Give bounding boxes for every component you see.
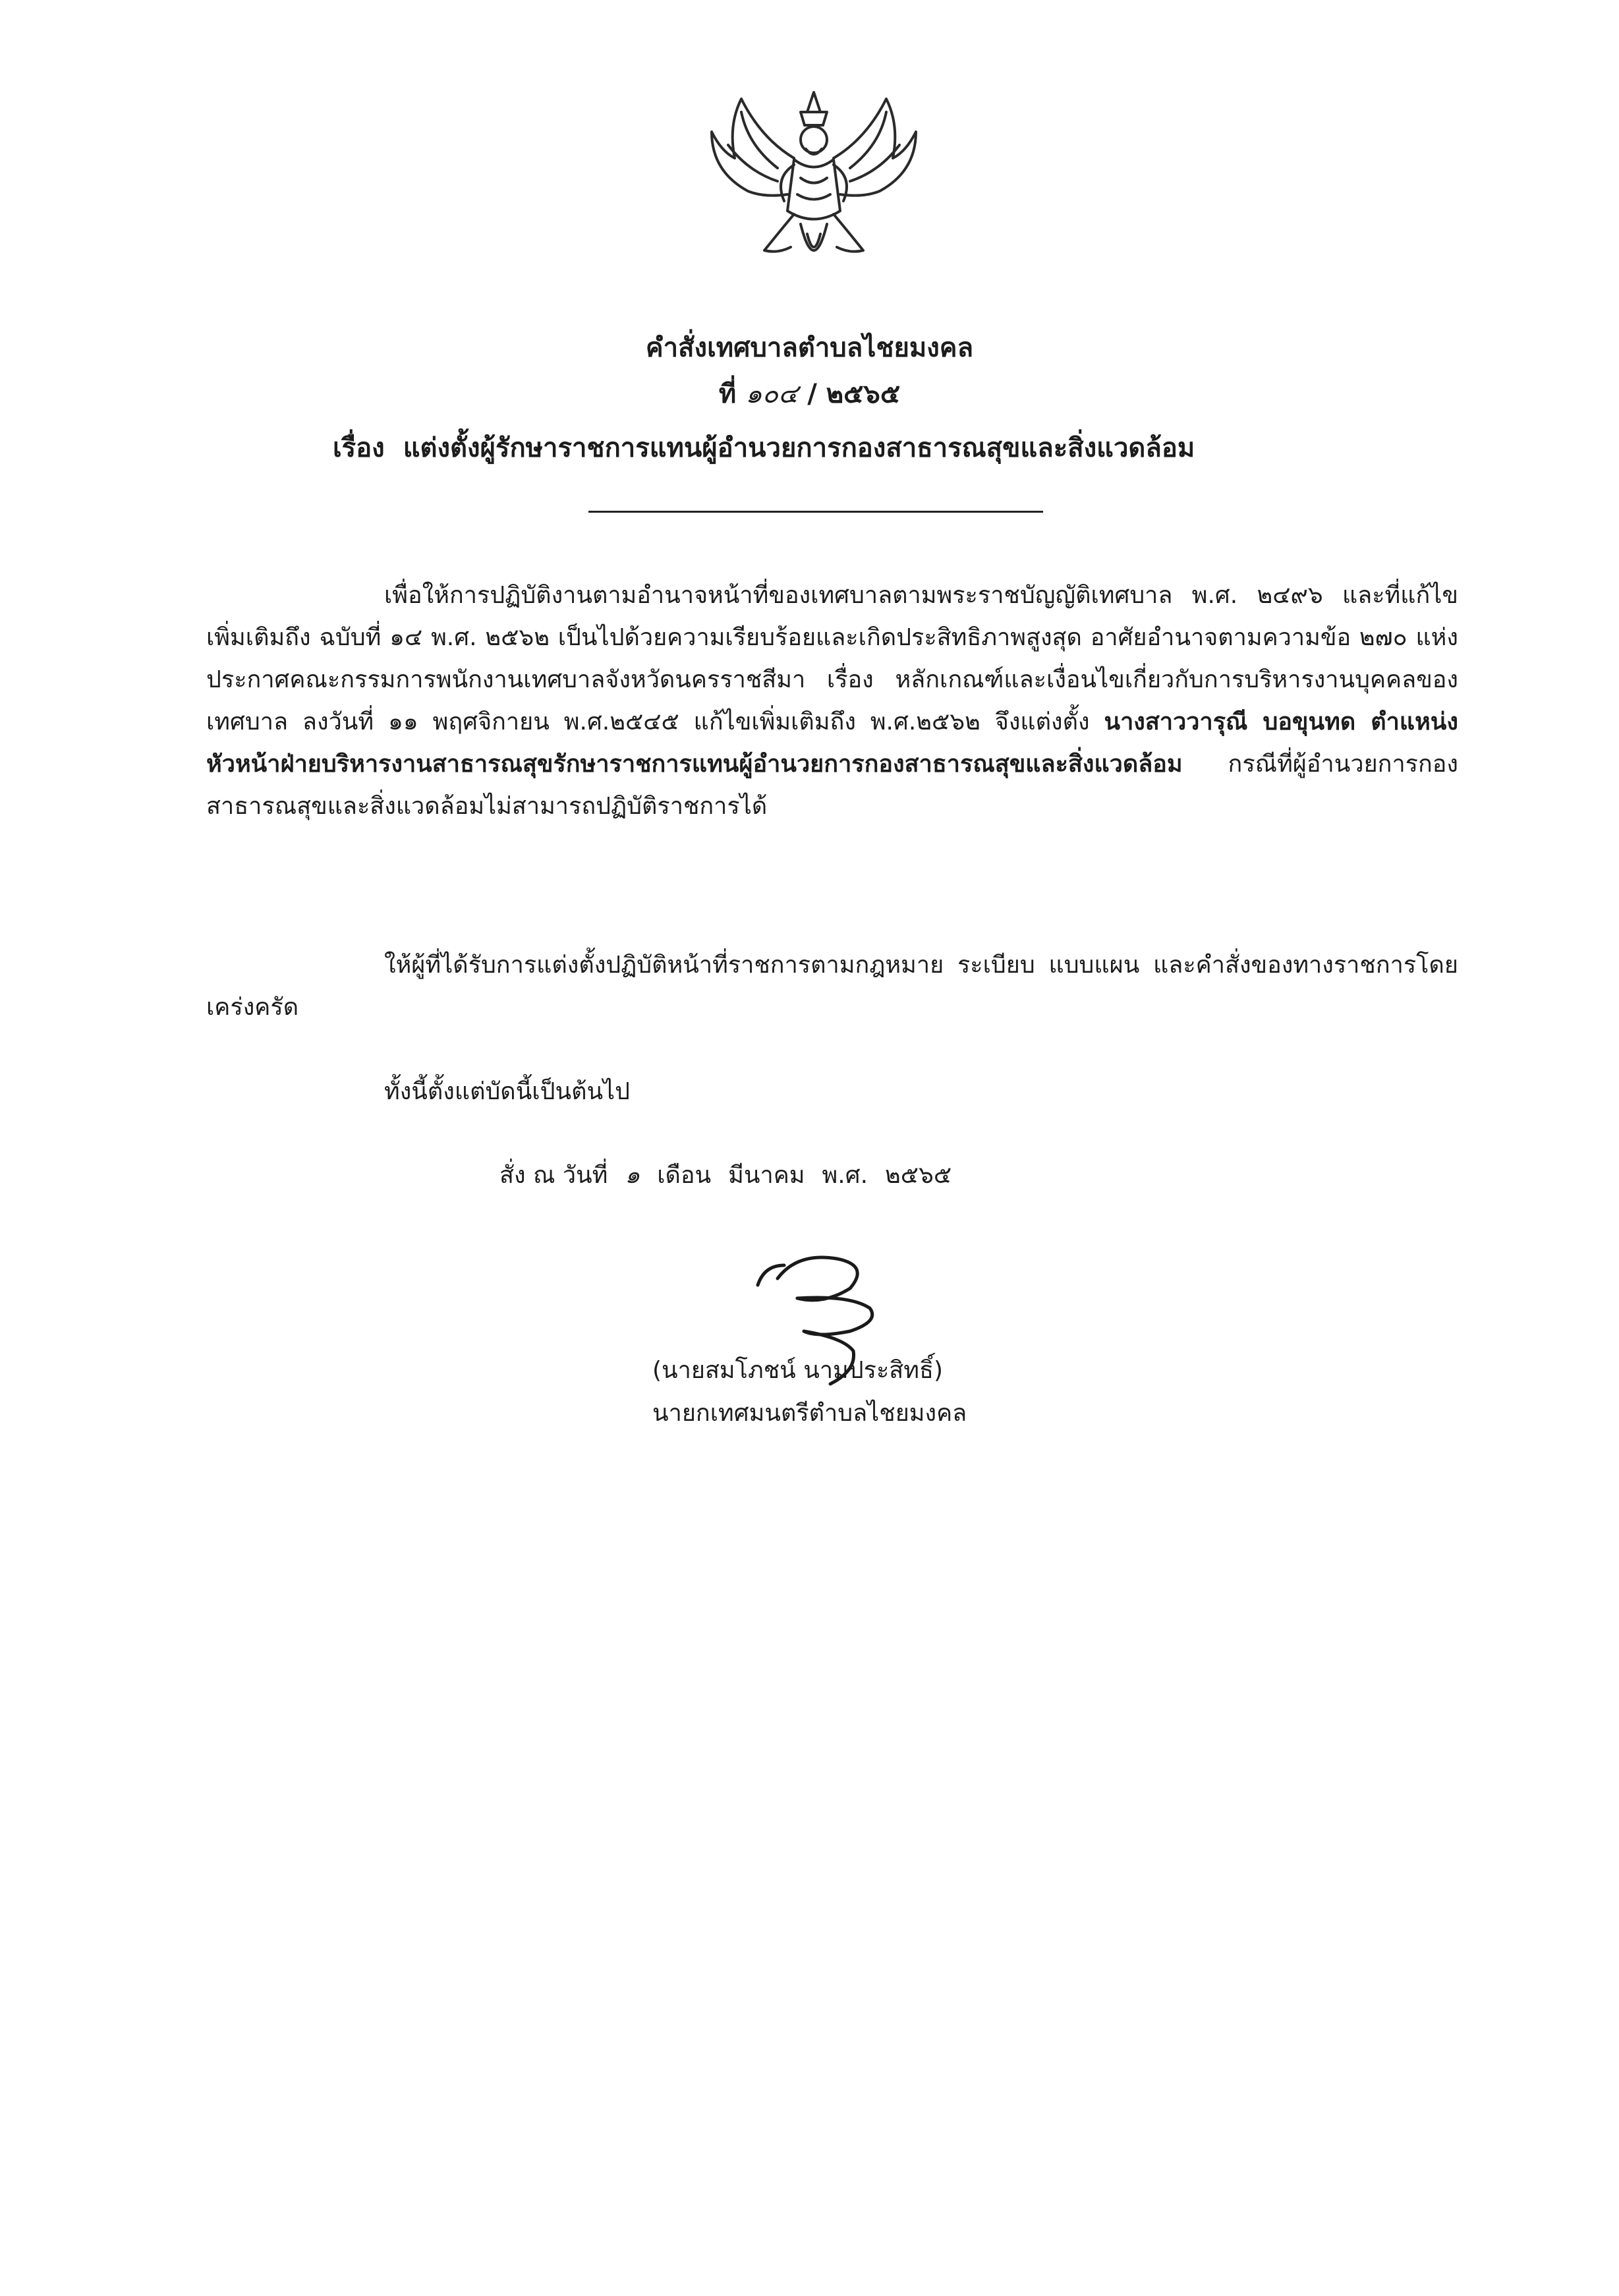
document-title: คำสั่งเทศบาลตำบลไชยมงคล — [645, 333, 974, 363]
subject-text: แต่งตั้งผู้รักษาราชการแทนผู้อำนวยการกองสาธารณสุขและสิ่งแวดล้อม — [403, 433, 1195, 463]
body-paragraph-2: ให้ผู้ที่ได้รับการแต่งตั้งปฏิบัติหน้าที่ราชการตามกฎหมาย ระเบียบ แบบแผน และคำสั่งของทางราชการโดยเคร่งครัด — [206, 952, 1458, 1021]
order-date-month: มีนาคม — [728, 1162, 805, 1189]
order-date-year: ๒๕๖๕ — [885, 1162, 952, 1189]
header-divider — [588, 511, 1043, 513]
order-number-value: ๑๐๔ — [745, 379, 799, 409]
subject-line — [333, 430, 1195, 467]
order-number-prefix: ที่ — [718, 379, 737, 409]
order-date — [499, 1155, 952, 1197]
order-date-prefix: สั่ง ณ วันที่ — [499, 1162, 608, 1189]
signer-name: (นายสมโภชน์ นามประสิทธิ์) — [652, 1357, 944, 1384]
order-date-year-label: พ.ศ. — [822, 1162, 868, 1189]
appointee-highlight: นางสาววารุณี บอขุนทด ตำแหน่ง หัวหน้าฝ่ายบริหารงานสาธารณสุขรักษาราชการแทนผู้อำนวยการกองสาธารณสุขและสิ่งแวดล้อม — [206, 708, 1458, 778]
para1-text-end: กรณีที่ผู้อำนวยการกองสาธารณสุขและสิ่งแวดล้อมไม่สามารถปฏิบัติราชการได้ — [206, 751, 1458, 820]
para1-text-start: เพื่อให้การปฏิบัติงานตามอำนาจหน้าที่ของเทศบาลตามพระราชบัญญัติเทศบาล พ.ศ. ๒๔๙๖ และที่แก้ไขเพิ่มเติมถึง ฉบับที่ ๑๔ พ.ศ. ๒๕๖๒ เป็นไปด้วยความเรียบร้อยและเกิดประสิทธิภาพสูงสุด อาศัยอำนาจตามความข้อ ๒๗๐ แห่งประกาศคณะกรรมการพนักงานเทศบาลจังหวัดนครราชสีมา เรื่อง หลักเกณฑ์และเงื่อนไขเกี่ยวกับการบริหารงานบุคคลของเทศบาล ลงวันที่ ๑๑ พฤศจิกายน พ.ศ.๒๕๔๕ แก้ไขเพิ่มเติมถึง พ.ศ.๒๕๖๒ จึงแต่งตั้ง — [206, 582, 1458, 735]
order-number-separator: / — [807, 379, 817, 409]
body-paragraph-3: ทั้งนี้ตั้งแต่บัดนี้เป็นต้นไป — [384, 1078, 631, 1105]
subject-label: เรื่อง — [333, 433, 385, 463]
order-number — [0, 376, 1619, 413]
order-date-day: ๑ — [625, 1162, 640, 1189]
garuda-emblem-icon — [702, 86, 926, 283]
order-date-month-label: เดือน — [657, 1162, 712, 1189]
order-number-year: ๒๕๖๕ — [826, 379, 901, 409]
signer-position: นายกเทศมนตรีตำบลไชยมงคล — [652, 1400, 967, 1427]
body-paragraph-1 — [206, 575, 1458, 828]
